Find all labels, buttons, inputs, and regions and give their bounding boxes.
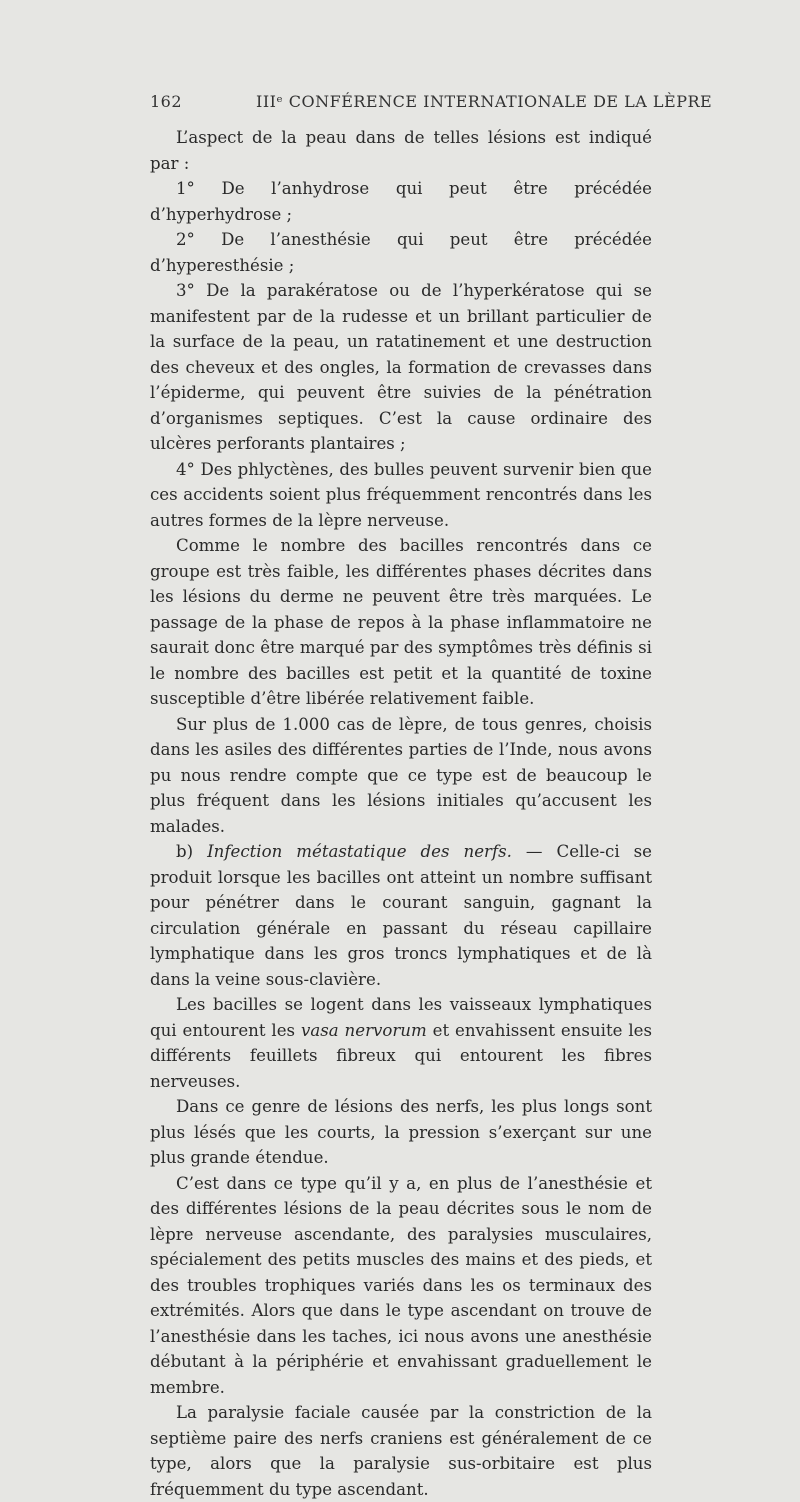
list-item: 1° De l’anhydrose qui peut être précédée d’hyperhydrose ; xyxy=(150,179,652,224)
running-title: IIIᵉ CONFÉRENCE INTERNATIONALE DE LA LÈPRE xyxy=(256,92,713,111)
list-item: 4° Des phlyctènes, des bulles peuvent survenir bien que ces accidents soient plus fréquemment rencontrés dans les autres formes de la lèpre nerveuse. xyxy=(150,459,652,530)
section-b-paragraph xyxy=(150,839,652,992)
body-text xyxy=(150,125,652,1502)
latin-term: vasa nervorum xyxy=(300,1020,427,1040)
section-text: — Celle-ci se produit lorsque les bacilles ont atteint un nombre suffisant pour pénétrer dans le courant sanguin, gagnant la circulation générale en passant du réseau capillaire lymphatique dans les gros troncs lymphatiques et de là dans la veine sous-clavière. xyxy=(150,842,653,989)
paragraph-text: et envahissent ensuite les différents feuillets fibreux qui entourent les fibres nerveuses. xyxy=(150,1020,652,1091)
paragraph xyxy=(150,992,652,1094)
paragraph: C’est dans ce type qu’il y a, en plus de l’anesthésie et des différentes lésions de la peau décrites sous le nom de lèpre nerveuse ascendante, des paralysies musculaires, spécialement des petits muscles des mains et des pieds, et des troubles trophiques variés dans les os terminaux des extrémités. Alors que dans le type ascendant on trouve de l’anesthésie dans les taches, ici nous avons une anesthésie débutant à la périphérie et envahissant graduellement le membre. xyxy=(150,1173,652,1397)
paragraph: Comme le nombre des bacilles rencontrés dans ce groupe est très faible, les différentes phases décrites dans les lésions du derme ne peuvent être très marquées. Le passage de la phase de repos à la phase inflammatoire ne saurait donc être marqué par des symptômes très définis si le nombre des bacilles est petit et la quantité de toxine susceptible d’être libérée relativement faible. xyxy=(150,536,652,708)
paragraph-text: Les bacilles se logent dans les vaisseaux lymphatiques qui entourent les xyxy=(150,995,652,1040)
list-item: 2° De l’anesthésie qui peut être précédée d’hyperesthésie ; xyxy=(150,230,652,275)
paragraph: Dans ce genre de lésions des nerfs, les plus longs sont plus lésés que les courts, la pression s’exerçant sur une plus grande étendue. xyxy=(150,1097,652,1167)
section-title: Infection métastatique des nerfs. xyxy=(207,842,512,861)
paragraph: La paralysie faciale causée par la constriction de la septième paire des nerfs craniens est généralement de ce type, alors que la paralysie sus-orbitaire est plus fréquemment du type ascendant. xyxy=(150,1403,652,1499)
section-label: b) xyxy=(176,842,208,861)
page-number: 162 xyxy=(150,92,183,111)
paragraph: L’aspect de la peau dans de telles lésions est indiqué par : xyxy=(150,128,652,173)
list-item: 3° De la parakératose ou de l’hyperkératose qui se manifestent par de la rudesse et un brillant particulier de la surface de la peau, un ratatinement et une destruction des cheveux et des ongles, la formation de crevasses dans l’épiderme, qui peuvent être suivies de la pénétration d’organismes septiques. C’est la cause ordinaire des ulcères perforants plantaires ; xyxy=(150,281,652,453)
page-header xyxy=(150,92,713,116)
paragraph: Sur plus de 1.000 cas de lèpre, de tous genres, choisis dans les asiles des différentes parties de l’Inde, nous avons pu nous rendre compte que ce type est de beaucoup le plus fréquent dans les lésions initiales qu’accusent les malades. xyxy=(150,714,652,836)
